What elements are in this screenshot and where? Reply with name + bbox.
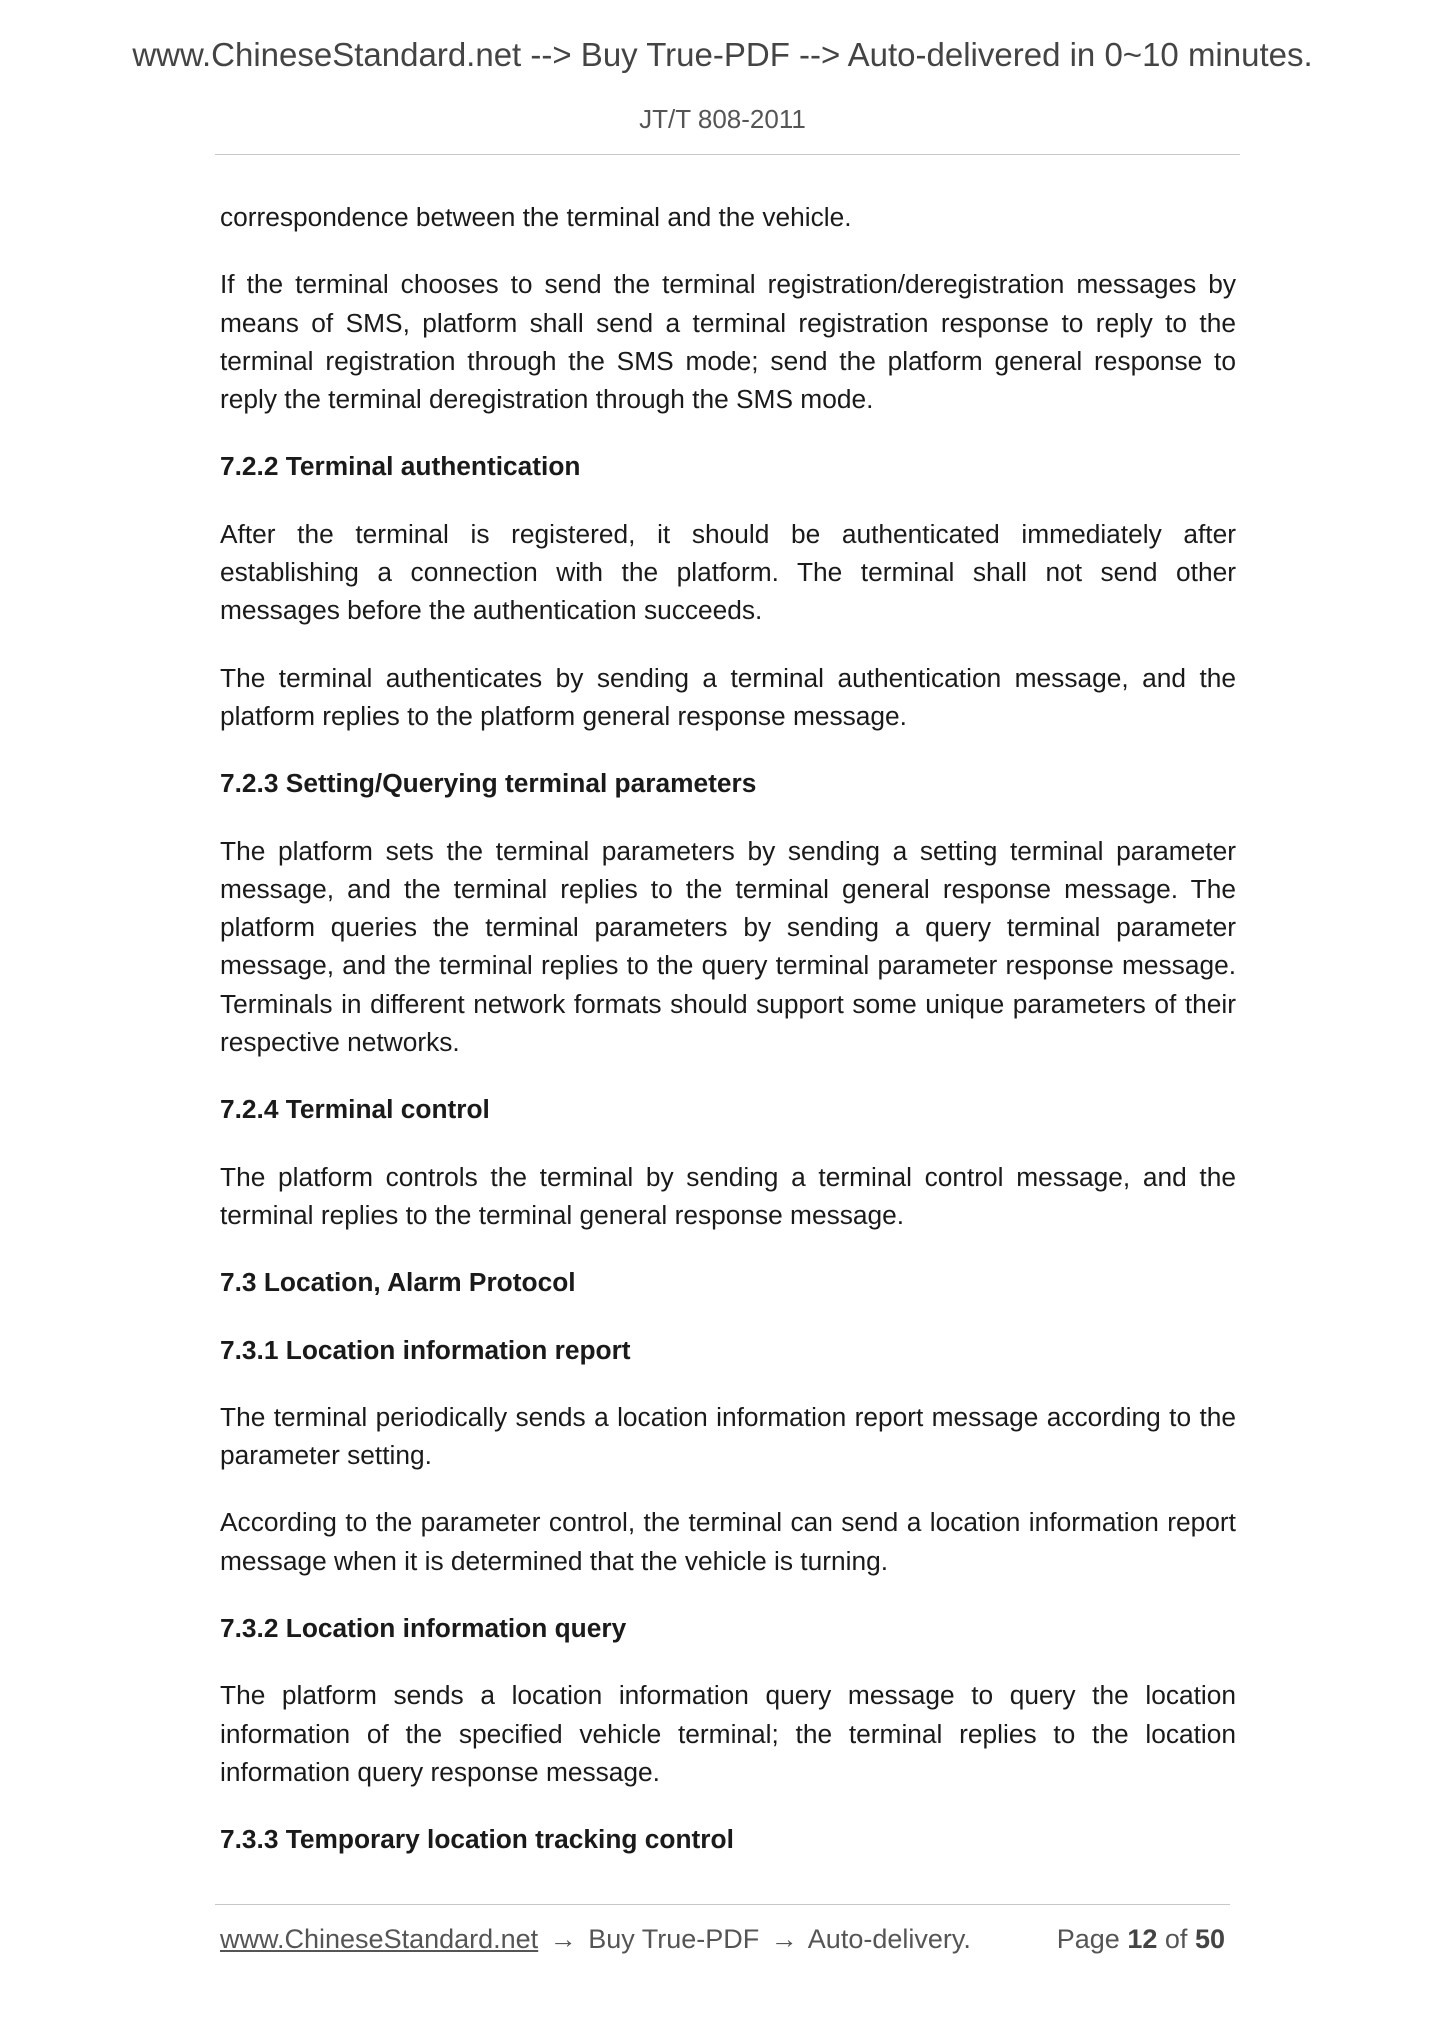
paragraph: The platform sends a location information query message to query the location information of the specified vehicle terminal; the terminal replies to the location information query response message. xyxy=(220,1680,1236,1787)
paragraph: The platform controls the terminal by sending a terminal control message, and the terminal replies to the terminal general response message. xyxy=(220,1161,1236,1230)
page-word: Page xyxy=(1056,1924,1120,1954)
section-heading: 7.2.4 Terminal control xyxy=(220,1094,490,1125)
section-heading: 7.3 Location, Alarm Protocol xyxy=(220,1267,576,1298)
arrow-right-icon: → xyxy=(770,1924,798,1954)
paragraph: According to the parameter control, the terminal can send a location information report message when it is determined that the vehicle is turning. xyxy=(220,1507,1236,1576)
page-number: 12 xyxy=(1127,1924,1158,1954)
header-divider xyxy=(215,154,1240,155)
site-link[interactable]: www.ChineseStandard.net xyxy=(220,1924,539,1954)
section-heading: 7.3.1 Location information report xyxy=(220,1334,631,1365)
footer-divider xyxy=(215,1904,1230,1905)
page-footer xyxy=(220,1924,1225,1955)
page-indicator xyxy=(1057,1924,1225,1955)
arrow-right-icon: → xyxy=(549,1924,577,1954)
paragraph: If the terminal chooses to send the terminal registration/deregistration messages by means of SMS, platform shall send a terminal registration response to reply to the terminal registration through the SMS mode; send the platform general response to reply the terminal deregistration through the SMS mode. xyxy=(220,269,1236,415)
total-pages: 50 xyxy=(1194,1924,1225,1954)
top-banner: www.ChineseStandard.net --> Buy True-PDF --> Auto-delivered in 0~10 minutes. xyxy=(132,36,1313,73)
section-heading: 7.3.2 Location information query xyxy=(220,1613,627,1644)
buy-text: Buy True-PDF xyxy=(588,1924,760,1954)
paragraph: The terminal authenticates by sending a terminal authentication message, and the platform replies to the platform general response message. xyxy=(220,662,1236,731)
paragraph: After the terminal is registered, it should be authenticated immediately after establishing a connection with the platform. The terminal shall not send other messages before the authentication succeeds. xyxy=(220,518,1236,626)
section-heading: 7.2.2 Terminal authentication xyxy=(220,451,581,482)
standard-code: JT/T 808-2011 xyxy=(639,104,806,134)
section-heading: 7.3.3 Temporary location tracking control xyxy=(220,1824,734,1855)
document-body xyxy=(220,198,1236,1888)
section-heading: 7.2.3 Setting/Querying terminal parameters xyxy=(220,768,757,799)
paragraph: correspondence between the terminal and the vehicle. xyxy=(220,202,852,232)
of-word: of xyxy=(1164,1924,1188,1954)
delivery-text: Auto-delivery. xyxy=(807,1924,971,1954)
paragraph: The platform sets the terminal parameters by sending a setting terminal parameter message, and the terminal replies to the terminal general response message. The platform queries the terminal parameters by sending a query terminal parameter message, and the terminal replies to the query terminal parameter response message. Terminals in different network formats should support some unique parameters of their respective networks. xyxy=(220,835,1236,1058)
paragraph: The terminal periodically sends a location information report message according to the parameter setting. xyxy=(220,1401,1236,1471)
